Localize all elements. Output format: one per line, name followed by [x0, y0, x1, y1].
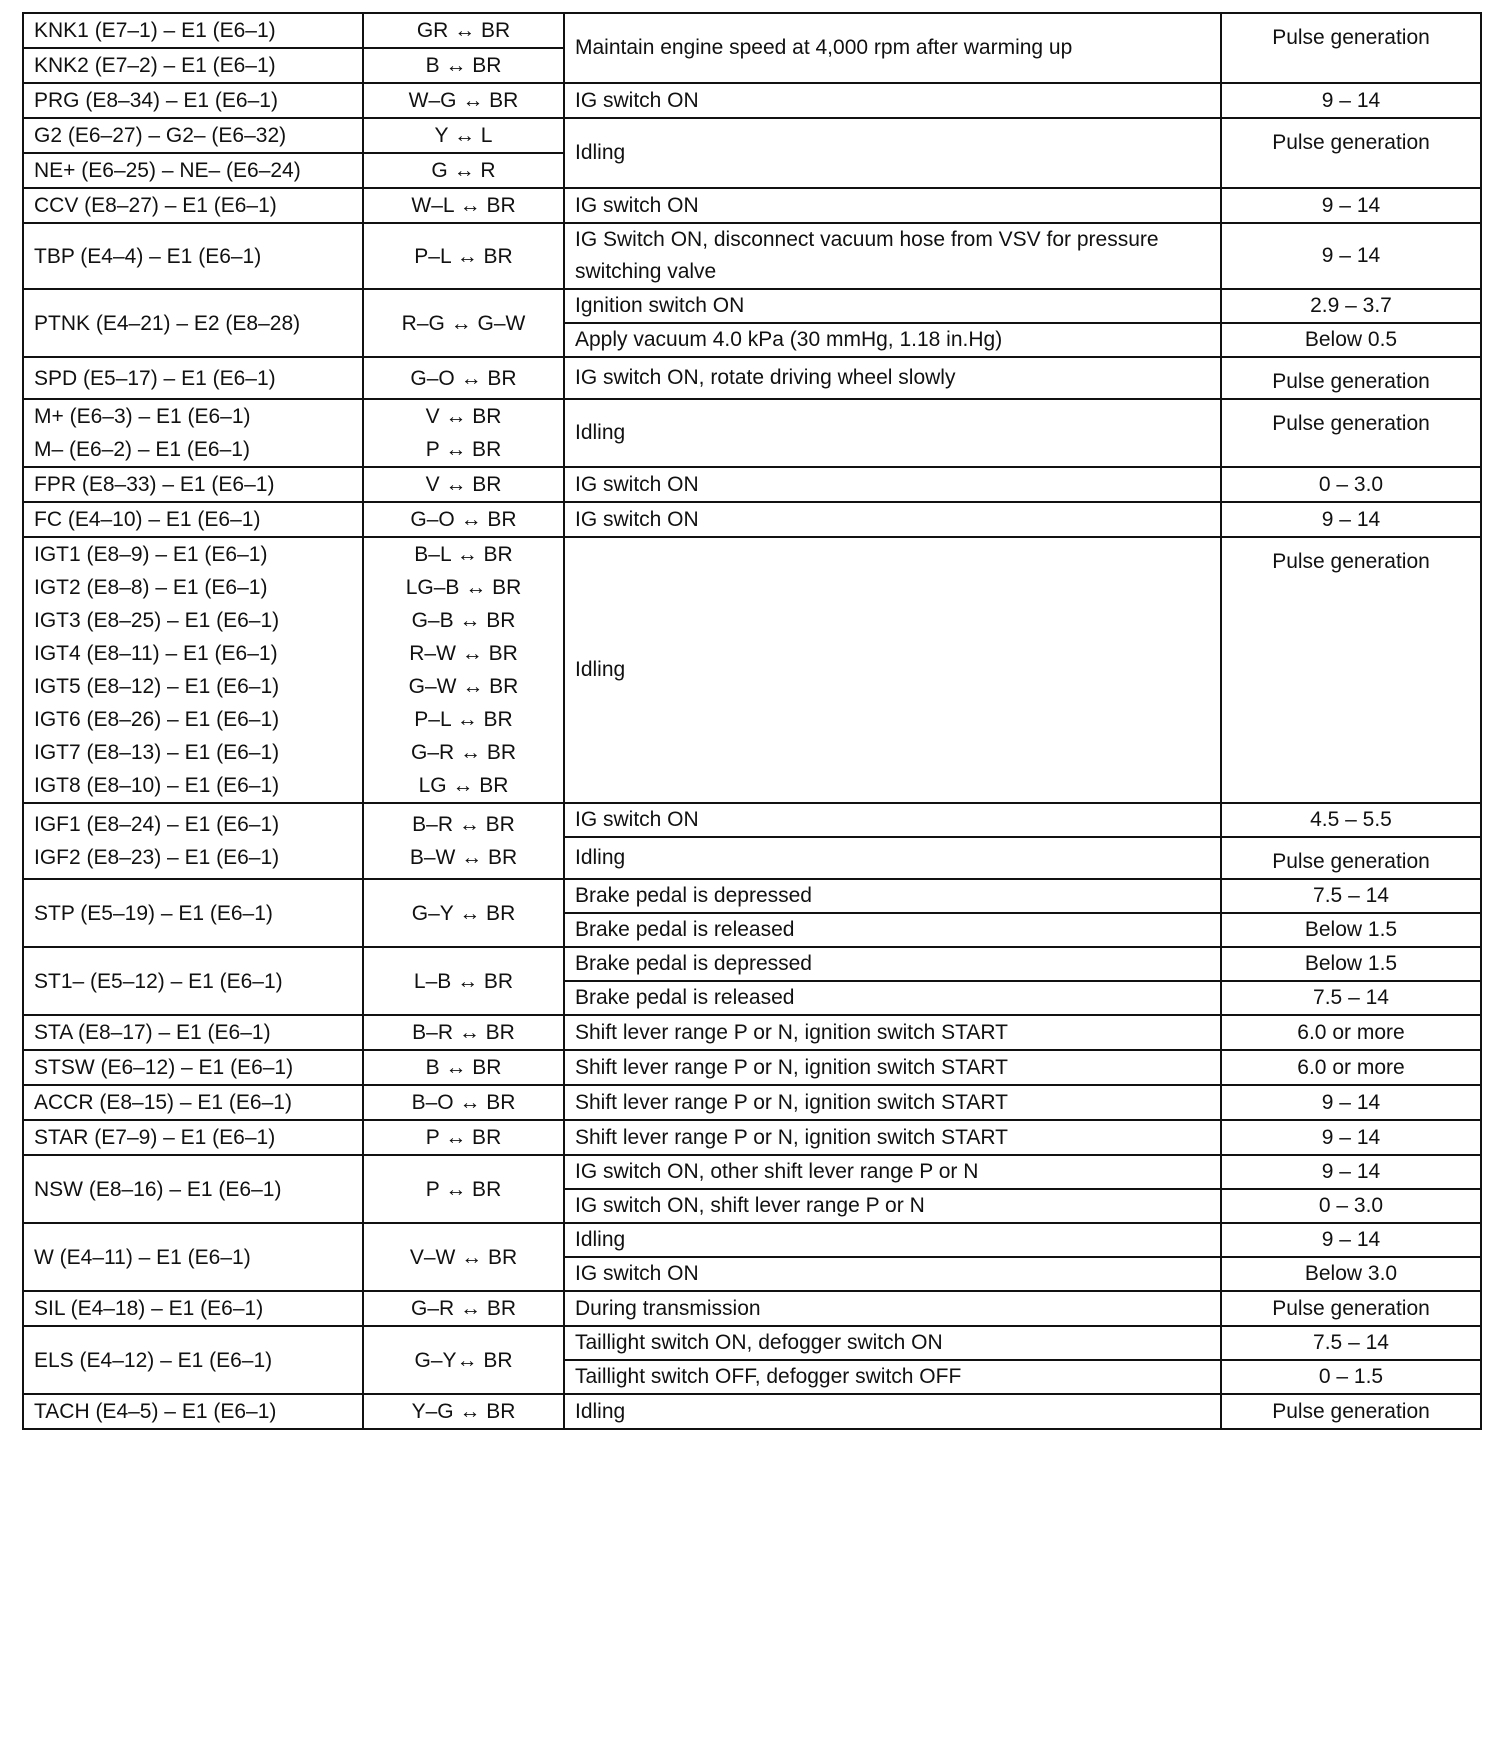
- wiring-color-label: G–R ↔ BR: [410, 741, 517, 764]
- wiring-color-cell: [363, 188, 564, 223]
- wiring-color-label: L–B ↔ BR: [413, 969, 514, 993]
- wiring-color-cell: Y ↔ L: [363, 118, 564, 153]
- ecu-terminal-voltage-table: [22, 12, 1482, 1430]
- terminal-cell: [23, 1050, 363, 1085]
- specified-condition-cell: Pulse generation: [1221, 537, 1481, 803]
- condition-cell: Ignition switch ON: [564, 289, 1221, 323]
- terminal-cell: [23, 1223, 363, 1291]
- specified-condition-cell: 9 – 14: [1221, 502, 1481, 537]
- terminal-label: PRG (E8–34) – E1 (E6–1): [34, 89, 278, 112]
- table-row: [23, 537, 1481, 803]
- wiring-color-label: G–O ↔ BR: [410, 366, 517, 390]
- terminal-label: IGT4 (E8–11) – E1 (E6–1): [34, 642, 278, 665]
- terminal-label: ST1– (E5–12) – E1 (E6–1): [34, 969, 283, 993]
- specified-condition-cell: 2.9 – 3.7: [1221, 289, 1481, 323]
- wiring-color-cell: [363, 1120, 564, 1155]
- wiring-color-label: W–G ↔ BR: [408, 89, 519, 112]
- wiring-color-cell: [363, 1394, 564, 1429]
- terminal-cell: [23, 467, 363, 502]
- table-body: [23, 13, 1481, 1429]
- terminal-label: ELS (E4–12) – E1 (E6–1): [34, 1348, 273, 1372]
- condition-cell: Idling: [564, 399, 1221, 467]
- wiring-color-cell: [363, 223, 564, 289]
- terminal-cell: [23, 1155, 363, 1223]
- condition-cell: Idling: [564, 1394, 1221, 1429]
- table-row: [23, 1291, 1481, 1326]
- condition-cell: Shift lever range P or N, ignition switch START: [564, 1050, 1221, 1085]
- condition-cell: Idling: [564, 837, 1221, 879]
- terminal-label: TACH (E4–5) – E1 (E6–1): [34, 1400, 277, 1423]
- specified-condition-cell: Pulse generation: [1221, 13, 1481, 83]
- wiring-color-label: V ↔ BR: [425, 473, 502, 496]
- table-row: [23, 1050, 1481, 1085]
- wiring-color-label: G–R ↔ BR: [410, 1297, 517, 1320]
- specified-condition-cell: Below 1.5: [1221, 913, 1481, 947]
- terminal-cell: G2 (E6–27) – G2– (E6–32): [23, 118, 363, 153]
- terminal-cell: [23, 1291, 363, 1326]
- wiring-color-label: P ↔ BR: [425, 1177, 502, 1201]
- wiring-color-cell: [363, 1223, 564, 1291]
- wiring-color-cell: [363, 1155, 564, 1223]
- specified-condition-cell: 0 – 3.0: [1221, 467, 1481, 502]
- condition-cell: IG switch ON: [564, 803, 1221, 837]
- table-row: [23, 803, 1481, 837]
- specified-condition-cell: 9 – 14: [1221, 1120, 1481, 1155]
- terminal-cell: [23, 502, 363, 537]
- wiring-color-cell: [363, 1291, 564, 1326]
- wiring-color-cell: G ↔ R: [363, 153, 564, 188]
- condition-cell: Brake pedal is released: [564, 981, 1221, 1015]
- wiring-color-label: G–O ↔ BR: [410, 508, 517, 531]
- specified-condition-cell: 9 – 14: [1221, 1155, 1481, 1189]
- table-row: [23, 1015, 1481, 1050]
- terminal-cell: [23, 399, 363, 467]
- terminal-cell: [23, 1015, 363, 1050]
- table-row: [23, 357, 1481, 399]
- wiring-color-cell: [363, 537, 564, 803]
- terminal-label: TBP (E4–4) – E1 (E6–1): [34, 244, 262, 268]
- specified-condition-cell: 0 – 3.0: [1221, 1189, 1481, 1223]
- specified-condition-cell: Pulse generation: [1221, 1394, 1481, 1429]
- terminal-cell: [23, 357, 363, 399]
- condition-cell: Shift lever range P or N, ignition switch START: [564, 1085, 1221, 1120]
- terminal-cell: [23, 289, 363, 357]
- terminal-cell: [23, 879, 363, 947]
- specified-condition-cell: Pulse generation: [1221, 1291, 1481, 1326]
- specified-condition-cell: Below 1.5: [1221, 947, 1481, 981]
- terminal-label: STP (E5–19) – E1 (E6–1): [34, 901, 273, 925]
- wiring-color-label: LG–B ↔ BR: [405, 576, 522, 599]
- specified-condition-cell: 0 – 1.5: [1221, 1360, 1481, 1394]
- table-row: [23, 879, 1481, 913]
- condition-cell: Shift lever range P or N, ignition switch START: [564, 1015, 1221, 1050]
- condition-cell: Maintain engine speed at 4,000 rpm after warming up: [564, 13, 1221, 83]
- condition-cell: Taillight switch ON, defogger switch ON: [564, 1326, 1221, 1360]
- terminal-label: IGT2 (E8–8) – E1 (E6–1): [34, 576, 268, 599]
- condition-cell: During transmission: [564, 1291, 1221, 1326]
- wiring-color-cell: [363, 947, 564, 1015]
- wiring-color-cell: [363, 289, 564, 357]
- wiring-color-cell: [363, 83, 564, 118]
- specified-condition-cell: Pulse generation: [1221, 399, 1481, 467]
- specified-condition-cell: 9 – 14: [1221, 223, 1481, 289]
- wiring-color-cell: [363, 1050, 564, 1085]
- specified-condition-cell: 7.5 – 14: [1221, 981, 1481, 1015]
- wiring-color-label: V ↔ BR: [425, 405, 502, 428]
- specified-condition-cell: 9 – 14: [1221, 1223, 1481, 1257]
- wiring-color-cell: B ↔ BR: [363, 48, 564, 83]
- condition-cell: Idling: [564, 537, 1221, 803]
- wiring-color-label: B ↔ BR: [425, 1056, 502, 1079]
- condition-cell: Brake pedal is released: [564, 913, 1221, 947]
- condition-cell: Apply vacuum 4.0 kPa (30 mmHg, 1.18 in.Hg): [564, 323, 1221, 357]
- table-row: [23, 502, 1481, 537]
- wiring-color-label: P–L ↔ BR: [414, 244, 513, 268]
- table-row: [23, 1394, 1481, 1429]
- table-row: [23, 947, 1481, 981]
- wiring-color-cell: GR ↔ BR: [363, 13, 564, 48]
- wiring-color-cell: [363, 1326, 564, 1394]
- condition-cell: IG switch ON: [564, 502, 1221, 537]
- table-row: [23, 289, 1481, 323]
- table-row: [23, 467, 1481, 502]
- condition-cell: IG Switch ON, disconnect vacuum hose from VSV for pressure switching valve: [564, 223, 1221, 289]
- table-row: [23, 188, 1481, 223]
- wiring-color-cell: [363, 399, 564, 467]
- terminal-label: IGT8 (E8–10) – E1 (E6–1): [34, 774, 280, 797]
- terminal-cell: [23, 1326, 363, 1394]
- terminal-label: ACCR (E8–15) – E1 (E6–1): [34, 1091, 292, 1114]
- specified-condition-cell: Pulse generation: [1221, 118, 1481, 188]
- wiring-color-label: P ↔ BR: [425, 438, 502, 461]
- condition-cell: Taillight switch OFF, defogger switch OFF: [564, 1360, 1221, 1394]
- wiring-color-label: G–W ↔ BR: [408, 675, 519, 698]
- wiring-color-label: B–R ↔ BR: [412, 813, 515, 836]
- terminal-label: IGT5 (E8–12) – E1 (E6–1): [34, 675, 280, 698]
- condition-cell: Brake pedal is depressed: [564, 947, 1221, 981]
- wiring-color-label: G–B ↔ BR: [411, 609, 516, 632]
- terminal-cell: [23, 1394, 363, 1429]
- terminal-cell: [23, 83, 363, 118]
- wiring-color-cell: [363, 467, 564, 502]
- condition-cell: IG switch ON: [564, 1257, 1221, 1291]
- terminal-label: STSW (E6–12) – E1 (E6–1): [34, 1056, 294, 1079]
- terminal-label: M– (E6–2) – E1 (E6–1): [34, 438, 250, 461]
- terminal-label: PTNK (E4–21) – E2 (E8–28): [34, 311, 301, 335]
- terminal-label: NSW (E8–16) – E1 (E6–1): [34, 1177, 282, 1201]
- specified-condition-cell: Pulse generation: [1221, 837, 1481, 879]
- terminal-cell: [23, 537, 363, 803]
- wiring-color-label: B–W ↔ BR: [409, 846, 518, 869]
- condition-cell: IG switch ON, rotate driving wheel slowly: [564, 357, 1221, 399]
- terminal-label: SIL (E4–18) – E1 (E6–1): [34, 1297, 264, 1320]
- table-row: [23, 399, 1481, 467]
- specified-condition-cell: Pulse generation: [1221, 357, 1481, 399]
- wiring-color-cell: [363, 803, 564, 879]
- specified-condition-cell: 6.0 or more: [1221, 1015, 1481, 1050]
- wiring-color-label: B–O ↔ BR: [411, 1091, 516, 1114]
- terminal-label: FC (E4–10) – E1 (E6–1): [34, 508, 261, 531]
- wiring-color-label: B–L ↔ BR: [414, 543, 513, 566]
- terminal-label: IGF1 (E8–24) – E1 (E6–1): [34, 813, 280, 836]
- wiring-color-label: R–G ↔ G–W: [401, 311, 526, 335]
- terminal-label: SPD (E5–17) – E1 (E6–1): [34, 366, 276, 390]
- table-row: [23, 1155, 1481, 1189]
- terminal-label: CCV (E8–27) – E1 (E6–1): [34, 194, 277, 217]
- terminal-label: STAR (E7–9) – E1 (E6–1): [34, 1126, 276, 1149]
- terminal-cell: [23, 188, 363, 223]
- terminal-label: STA (E8–17) – E1 (E6–1): [34, 1021, 271, 1044]
- table-row: [23, 1120, 1481, 1155]
- wiring-color-cell: [363, 1015, 564, 1050]
- condition-cell: Brake pedal is depressed: [564, 879, 1221, 913]
- terminal-cell: [23, 947, 363, 1015]
- specified-condition-cell: 9 – 14: [1221, 83, 1481, 118]
- wiring-color-label: G–Y↔ BR: [414, 1348, 513, 1372]
- wiring-color-label: P ↔ BR: [425, 1126, 502, 1149]
- terminal-label: IGT3 (E8–25) – E1 (E6–1): [34, 609, 280, 632]
- condition-cell: Shift lever range P or N, ignition switch START: [564, 1120, 1221, 1155]
- specified-condition-cell: 9 – 14: [1221, 1085, 1481, 1120]
- terminal-cell: [23, 223, 363, 289]
- specified-condition-cell: 7.5 – 14: [1221, 1326, 1481, 1360]
- terminal-label: IGT7 (E8–13) – E1 (E6–1): [34, 741, 280, 764]
- condition-cell: Idling: [564, 118, 1221, 188]
- wiring-color-cell: [363, 879, 564, 947]
- specified-condition-cell: 7.5 – 14: [1221, 879, 1481, 913]
- terminal-label: M+ (E6–3) – E1 (E6–1): [34, 405, 251, 428]
- wiring-color-label: R–W ↔ BR: [409, 642, 518, 665]
- condition-cell: IG switch ON: [564, 188, 1221, 223]
- wiring-color-cell: [363, 1085, 564, 1120]
- specified-condition-cell: 6.0 or more: [1221, 1050, 1481, 1085]
- table-row: [23, 13, 1481, 48]
- wiring-color-label: V–W ↔ BR: [409, 1245, 518, 1269]
- terminal-label: IGT1 (E8–9) – E1 (E6–1): [34, 543, 268, 566]
- specified-condition-cell: 9 – 14: [1221, 188, 1481, 223]
- terminal-cell: NE+ (E6–25) – NE– (E6–24): [23, 153, 363, 188]
- specified-condition-cell: Below 0.5: [1221, 323, 1481, 357]
- condition-cell: IG switch ON, shift lever range P or N: [564, 1189, 1221, 1223]
- terminal-label: FPR (E8–33) – E1 (E6–1): [34, 473, 275, 496]
- condition-cell: IG switch ON, other shift lever range P or N: [564, 1155, 1221, 1189]
- wiring-color-label: P–L ↔ BR: [414, 708, 513, 731]
- terminal-label: W (E4–11) – E1 (E6–1): [34, 1245, 251, 1269]
- wiring-color-label: LG ↔ BR: [418, 774, 509, 797]
- terminal-label: IGT6 (E8–26) – E1 (E6–1): [34, 708, 280, 731]
- table-row: [23, 83, 1481, 118]
- table-row: [23, 1085, 1481, 1120]
- wiring-color-label: Y–G ↔ BR: [411, 1400, 516, 1423]
- wiring-color-label: G–Y ↔ BR: [411, 901, 516, 925]
- wiring-color-cell: [363, 357, 564, 399]
- condition-cell: IG switch ON: [564, 83, 1221, 118]
- terminal-cell: [23, 803, 363, 879]
- condition-cell: Idling: [564, 1223, 1221, 1257]
- table-row: [23, 223, 1481, 289]
- terminal-cell: KNK1 (E7–1) – E1 (E6–1): [23, 13, 363, 48]
- condition-cell: IG switch ON: [564, 467, 1221, 502]
- specified-condition-cell: Below 3.0: [1221, 1257, 1481, 1291]
- wiring-color-cell: [363, 502, 564, 537]
- specified-condition-cell: 4.5 – 5.5: [1221, 803, 1481, 837]
- terminal-label: IGF2 (E8–23) – E1 (E6–1): [34, 846, 280, 869]
- wiring-color-label: W–L ↔ BR: [411, 194, 516, 217]
- table-row: [23, 118, 1481, 153]
- table-row: [23, 1223, 1481, 1257]
- wiring-color-label: B–R ↔ BR: [412, 1021, 515, 1044]
- terminal-cell: KNK2 (E7–2) – E1 (E6–1): [23, 48, 363, 83]
- terminal-cell: [23, 1120, 363, 1155]
- terminal-cell: [23, 1085, 363, 1120]
- table-row: [23, 1326, 1481, 1360]
